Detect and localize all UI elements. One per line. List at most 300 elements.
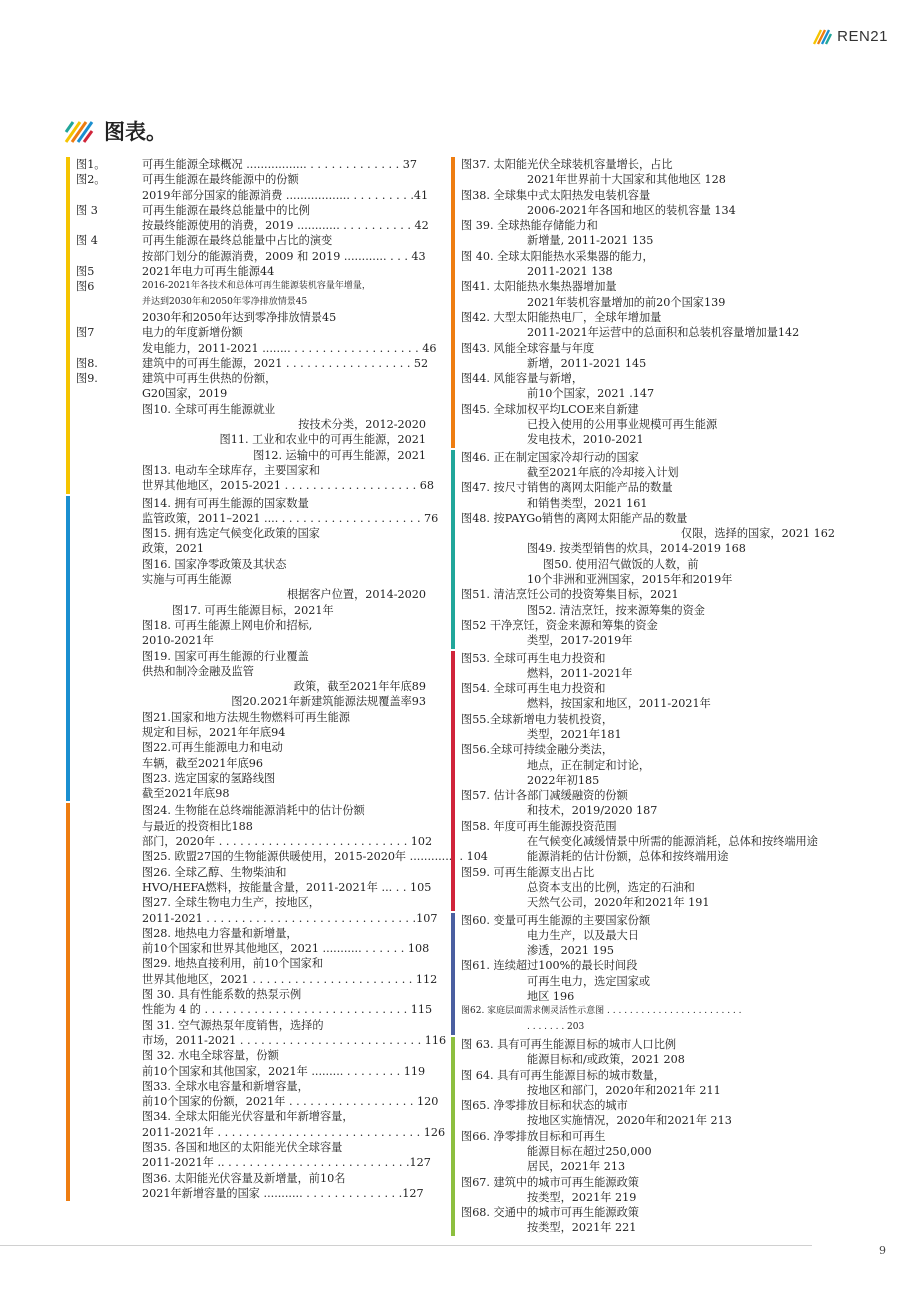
toc-entry-row bbox=[76, 371, 426, 386]
toc-entry-continuation: 实施与可再生能源 bbox=[142, 573, 232, 587]
toc-entry bbox=[461, 1068, 835, 1099]
toc-entry-title: 图60. 变量可再生能源的主要国家份额 bbox=[461, 913, 651, 927]
toc-entry-row bbox=[76, 203, 426, 218]
toc-entry-continuation: 部门，2020年 . . . . . . . . . . . . . . . . . . . . . . . . . . . 102 bbox=[142, 835, 433, 849]
toc-entry-row bbox=[461, 1205, 835, 1220]
toc-entry-continuation: 按部门划分的能源消费，2009 和 2019 ............ . . . 43 bbox=[142, 249, 426, 263]
footer-rule bbox=[0, 1245, 812, 1246]
toc-entry-continuation: 供热和制冷金融及监管 bbox=[142, 664, 254, 678]
toc-entry-title: 图28. 地热电力容量和新增量， bbox=[142, 926, 298, 940]
toc-entry-row bbox=[76, 895, 426, 910]
toc-entry-number bbox=[76, 1109, 142, 1124]
toc-entry-row bbox=[461, 218, 835, 233]
toc-entry-row bbox=[76, 526, 426, 541]
toc-entry bbox=[461, 913, 835, 959]
toc-entry-row bbox=[461, 402, 835, 417]
toc-entry-number bbox=[76, 956, 142, 971]
toc-entry-row bbox=[461, 618, 835, 633]
toc-entry-row bbox=[76, 557, 426, 572]
toc-entry-title: 图34. 全球太阳能光伏容量和年新增容量， bbox=[142, 1110, 354, 1124]
toc-entry bbox=[76, 233, 426, 264]
toc-entry-continuation: 车辆，截至2021年底96 bbox=[142, 756, 264, 770]
toc-entry-continuation: 按类型，2021年 219 bbox=[527, 1190, 637, 1204]
toc-entry-number bbox=[76, 463, 142, 478]
toc-entry bbox=[76, 1109, 446, 1140]
toc-entry-title: 图21.国家和地方法规生物燃料可再生能源 bbox=[142, 710, 350, 724]
toc-entry-continuation: 按地区实施情况，2020年和2021年 213 bbox=[527, 1114, 732, 1128]
toc-entry bbox=[461, 402, 835, 448]
toc-group bbox=[451, 1037, 835, 1236]
toc-entry-number bbox=[76, 402, 142, 417]
toc-entry-title: 图66. 净零排放目标和可再生 bbox=[461, 1129, 606, 1143]
toc-entry bbox=[461, 651, 835, 682]
toc-entry-continuation: 已投入使用的公用事业规模可再生能源 bbox=[527, 418, 718, 432]
toc-entry bbox=[461, 157, 835, 188]
toc-entry bbox=[461, 1098, 835, 1129]
toc-entry bbox=[76, 496, 439, 527]
toc-entry-continuation: 图18. 可再生能源上网电价和招标, bbox=[142, 618, 313, 632]
toc-entry bbox=[76, 172, 429, 203]
toc-entry-title: 图35. 各国和地区的太阳能光伏全球容量 bbox=[142, 1141, 343, 1154]
toc-entry-continuation: 2006-2021年各国和地区的装机容量 134 bbox=[527, 203, 736, 217]
toc-entry-continuation: 天然气公司，2020年和2021年 191 bbox=[527, 896, 710, 910]
toc-entry-number: 图7 bbox=[76, 326, 95, 340]
toc-entry-continuation: 能源消耗的估计份额，总体和按终端用途 bbox=[527, 850, 729, 864]
toc-entry-continuation: 并达到2030年和2050年零净排放情景45 bbox=[142, 296, 308, 307]
toc-entry-number: 图8. bbox=[76, 356, 98, 370]
toc-entry-continuation: 地点，正在制定和讨论， bbox=[527, 758, 651, 772]
toc-entry-continuation: 按类型，2021年 221 bbox=[527, 1221, 637, 1235]
toc-entry-number: 图5 bbox=[76, 265, 95, 279]
toc-entry bbox=[76, 926, 430, 957]
toc-entry-continuation: 地区 196 bbox=[527, 990, 575, 1004]
toc-entry-number bbox=[76, 557, 142, 572]
toc-entry-row bbox=[461, 371, 835, 386]
toc-entry bbox=[461, 618, 835, 649]
toc-entry bbox=[461, 341, 835, 372]
toc-entry-row bbox=[461, 1175, 835, 1190]
toc-group bbox=[451, 651, 835, 911]
toc-entry-row bbox=[461, 865, 835, 880]
toc-entry-continuation: 渗透，2021 195 bbox=[527, 944, 614, 958]
toc-entry bbox=[76, 371, 426, 402]
toc-entry bbox=[461, 819, 835, 865]
toc-entry-title: 图24. 生物能在总终端能源消耗中的估计份额 bbox=[142, 804, 365, 818]
toc-entry-number bbox=[76, 1140, 142, 1155]
toc-entry-number: 图6 bbox=[76, 280, 95, 294]
toc-entry-number bbox=[76, 849, 142, 864]
toc-entry bbox=[76, 325, 437, 356]
toc-entry bbox=[76, 895, 438, 926]
toc-entry-title: 图 31. 空气源热泵年度销售，选择的 bbox=[142, 1018, 324, 1032]
toc-entry bbox=[461, 788, 835, 819]
toc-entry-row bbox=[76, 264, 426, 279]
toc-entry-continuation: 2021年装机容量增加的前20个国家139 bbox=[527, 295, 726, 309]
toc-entry-title: 建筑中可再生供热的份额， bbox=[142, 372, 277, 386]
toc-entry-number bbox=[76, 649, 142, 664]
toc-entry-continuation: 2011-2021年 . . . . . . . . . . . . . . . . . . . . . . . . . . . . . 126 bbox=[142, 1125, 446, 1139]
toc-entry-row bbox=[461, 913, 835, 928]
toc-entry-row bbox=[461, 712, 835, 727]
toc-entry-row bbox=[76, 740, 426, 755]
toc-entry-row bbox=[76, 463, 426, 478]
toc-entry-title: 图56.全球可持续金融分类法， bbox=[461, 743, 614, 757]
toc-entry bbox=[461, 1037, 835, 1068]
toc-entry bbox=[76, 987, 433, 1018]
toc-entry-continuation: 发电技术，2010-2021 bbox=[527, 433, 644, 447]
toc-entry-title: 图55.全球新增电力装机投资， bbox=[461, 712, 614, 726]
toc-entry-title: 2021年电力可再生能源44 bbox=[142, 265, 275, 279]
toc-entry-continuation: 图49. 按类型销售的炊具，2014-2019 168 bbox=[527, 542, 746, 556]
toc-entry-title: 可再生能源在最终总能量中的比例 bbox=[142, 203, 310, 217]
toc-entry-number: 图1。 bbox=[76, 158, 106, 171]
toc-entry-title: 图13. 电动车全球库存，主要国家和 bbox=[142, 463, 320, 477]
toc-entry-continuation: 2030年和2050年达到零净排放情景45 bbox=[142, 310, 337, 324]
toc-entry-row bbox=[461, 1037, 835, 1052]
toc-entry-continuation: 2011-2021年 .. . . . . . . . . . . . . . . . . . . . . . . . . . .127 bbox=[142, 1156, 431, 1170]
toc-entry-continuation: 截至2021年底的冷却接入计划 bbox=[527, 465, 679, 479]
toc-entry-row bbox=[76, 710, 426, 725]
toc-entry-continuation: 新增量, 2011-2021 135 bbox=[527, 234, 654, 248]
toc-entry bbox=[461, 279, 835, 310]
toc-group bbox=[66, 803, 488, 1201]
toc-entry bbox=[76, 865, 432, 896]
toc-entry bbox=[461, 958, 835, 1004]
toc-entry-row bbox=[76, 356, 429, 371]
toc-entry-row bbox=[461, 742, 835, 757]
toc-entry-title: 图53. 全球可再生电力投资和 bbox=[461, 651, 606, 665]
toc-entry-title: 图67. 建筑中的城市可再生能源政策 bbox=[461, 1175, 639, 1189]
toc-entry-title: 图33. 全球水电容量和新增容量， bbox=[142, 1079, 309, 1093]
toc-entry-title: 图44. 风能容量与新增， bbox=[461, 372, 584, 386]
toc-entry-continuation: 世界其他地区，2015-2021 . . . . . . . . . . . . . . . . . . . 68 bbox=[142, 479, 434, 493]
toc-entry-continuation: 按地区和部门，2020年和2021年 211 bbox=[527, 1083, 721, 1097]
toc-entry-number bbox=[76, 1018, 142, 1033]
toc-entry bbox=[76, 740, 426, 771]
toc-entry-row bbox=[76, 771, 426, 786]
toc-entry-title: 图65. 净零排放目标和状态的城市 bbox=[461, 1099, 628, 1113]
toc-entry-continuation: 2019年部分国家的能源消费 .................. . . . . . . . . .41 bbox=[142, 188, 429, 202]
toc-entry-continuation: 2011-2021 . . . . . . . . . . . . . . . . . . . . . . . . . . . . . .107 bbox=[142, 911, 438, 925]
toc-entry-row bbox=[76, 956, 426, 971]
toc-entry bbox=[76, 402, 426, 463]
toc-entry-row bbox=[76, 325, 426, 340]
toc-entry bbox=[76, 279, 426, 325]
toc-entry-title: 2016-2021年各技术和总体可再生能源装机容量年增量， bbox=[142, 281, 371, 292]
toc-entry-title: 图58. 年度可再生能源投资范围 bbox=[461, 819, 617, 833]
toc-entry-continuation: 图50. 使用沼气做饭的人数，前 bbox=[543, 557, 699, 571]
toc-entry-number bbox=[76, 926, 142, 941]
toc-entry-continuation: 总资本支出的比例，选定的石油和 bbox=[527, 880, 695, 894]
toc-entry-title: 图43. 风能全球容量与年度 bbox=[461, 341, 595, 355]
toc-entry-number bbox=[76, 865, 142, 880]
toc-entry bbox=[461, 511, 835, 587]
toc-entry-number bbox=[76, 526, 142, 541]
toc-entry-title: 图 63. 具有可再生能源目标的城市人口比例 bbox=[461, 1037, 677, 1051]
toc-entry-number bbox=[76, 803, 142, 818]
toc-entry-continuation: 截至2021年底98 bbox=[142, 787, 230, 801]
toc-entry-title: 图10. 全球可再生能源就业 bbox=[142, 402, 276, 416]
toc-entry-row bbox=[461, 681, 835, 696]
toc-entry-continuation: 市场，2011-2021 . . . . . . . . . . . . . . . . . . . . . . . . . . 116 bbox=[142, 1033, 447, 1047]
toc-entry-number bbox=[76, 740, 142, 755]
toc-entry-title: 图38. 全球集中式太阳热发电装机容量 bbox=[461, 188, 651, 202]
toc-entry-continuation: 图52. 清洁烹饪，按来源筹集的资金 bbox=[527, 603, 705, 617]
toc-entry bbox=[76, 710, 426, 741]
toc-entry-number bbox=[76, 710, 142, 725]
toc-entry-continuation: 前10个国家和其他国家，2021年 ......... . . . . . . . . 119 bbox=[142, 1064, 426, 1078]
toc-entry bbox=[461, 1129, 835, 1175]
toc-entry-row bbox=[76, 649, 426, 664]
toc-entry-title: 图52 干净烹饪，资金来源和筹集的资金 bbox=[461, 618, 658, 632]
toc-entry bbox=[461, 450, 835, 481]
toc-entry-row bbox=[461, 587, 835, 602]
toc-entry-continuation: 世界其他地区，2021 . . . . . . . . . . . . . . . . . . . . . . . 112 bbox=[142, 972, 438, 986]
toc-entry-row bbox=[461, 310, 835, 325]
toc-entry-continuation: 类型，2021年181 bbox=[527, 727, 622, 741]
toc-group bbox=[451, 913, 835, 1035]
toc-entry-row bbox=[76, 1079, 426, 1094]
toc-entry-continuation: 燃料，按国家和地区，2011-2021年 bbox=[527, 697, 711, 711]
toc-entry-continuation: 2010-2021年 bbox=[142, 634, 214, 648]
toc-entry bbox=[461, 371, 835, 402]
toc-entry-continuation: 居民，2021年 213 bbox=[527, 1160, 626, 1174]
toc-entry-title: 图26. 全球乙醇、生物柴油和 bbox=[142, 865, 287, 879]
toc-entry-title: 图22.可再生能源电力和电动 bbox=[142, 741, 283, 755]
toc-entry-continuation: 2011-2021 138 bbox=[527, 265, 613, 279]
toc-entry bbox=[461, 188, 835, 219]
toc-entry-title: 图 30. 具有性能系数的热泵示例 bbox=[142, 988, 302, 1002]
toc-entry bbox=[461, 480, 835, 511]
toc-entry bbox=[461, 218, 835, 249]
toc-entry-row bbox=[461, 819, 835, 834]
toc-entry-row bbox=[76, 233, 426, 248]
toc-group bbox=[451, 157, 835, 448]
toc-entry bbox=[461, 1004, 835, 1035]
toc-entry bbox=[76, 356, 429, 371]
toc-entry-continuation: 仅限，选择的国家，2021 162 bbox=[680, 527, 835, 541]
toc-entry-row bbox=[76, 1109, 426, 1124]
toc-entry-title: 图48. 按PAYGo销售的离网太阳能产品的数量 bbox=[461, 511, 688, 525]
toc-entry-continuation: 和技术，2019/2020 187 bbox=[527, 804, 658, 818]
toc-entry-title: 图51. 清洁烹饪公司的投资筹集目标，2021 bbox=[461, 588, 679, 602]
toc-entry-number bbox=[76, 1171, 142, 1186]
toc-entry-title: 图16. 国家净零政策及其状态 bbox=[142, 557, 287, 571]
toc-entry-row bbox=[76, 402, 426, 417]
toc-entry-row bbox=[76, 1018, 426, 1033]
toc-entry-row bbox=[76, 987, 426, 1002]
toc-entry-title: 图27. 全球生物电力生产，按地区， bbox=[142, 896, 320, 910]
toc-entry bbox=[461, 681, 835, 712]
toc-entry bbox=[76, 649, 426, 710]
toc-entry-title: 图57. 估计各部门减缓融资的份额 bbox=[461, 789, 628, 803]
toc-entry-row bbox=[461, 511, 835, 526]
toc-entry-title: 可再生能源在最终能源中的份额 bbox=[142, 173, 299, 187]
page-title-text: 图表。 bbox=[104, 120, 167, 144]
toc-entry-row bbox=[461, 480, 835, 495]
toc-entry-continuation: 政策，截至2021年年底89 bbox=[293, 680, 426, 694]
toc-group bbox=[451, 450, 835, 649]
toc-entry-number bbox=[76, 496, 142, 511]
toc-entry-continuation: HVO/HEFA燃料，按能量含量，2011-2021年 ... . . 105 bbox=[142, 880, 432, 894]
toc-entry-continuation: 能源目标在超过250,000 bbox=[527, 1145, 652, 1158]
toc-entry-continuation: 在气候变化减缓情景中所需的能源消耗，总体和按终端用途 bbox=[527, 835, 818, 849]
toc-group bbox=[66, 157, 437, 494]
toc-entry-row bbox=[76, 865, 426, 880]
toc-entry-title: 图46. 正在制定国家冷却行动的国家 bbox=[461, 450, 639, 464]
toc-entry-number: 图 4 bbox=[76, 234, 98, 248]
toc-entry bbox=[76, 1079, 439, 1110]
toc-entry-row bbox=[461, 1068, 835, 1083]
toc-entry-continuation: 电力生产，以及最大日 bbox=[527, 928, 639, 942]
toc-entry-continuation: 根据客户位置，2014-2020 bbox=[286, 588, 426, 602]
toc-entry-title: 图54. 全球可再生电力投资和 bbox=[461, 682, 606, 696]
toc-entry bbox=[461, 587, 835, 618]
toc-entry-continuation: 2011-2021年运营中的总面积和总装机容量增加量142 bbox=[527, 326, 800, 340]
toc-entry-row bbox=[76, 803, 426, 818]
toc-entry bbox=[76, 849, 488, 864]
logo-text: REN21 bbox=[837, 28, 888, 45]
toc-entry-row bbox=[76, 172, 426, 187]
toc-entry-continuation: 性能为 4 的 . . . . . . . . . . . . . . . . . . . . . . . . . . . . . 115 bbox=[142, 1003, 433, 1017]
ren21-logo bbox=[813, 28, 888, 45]
toc-entry-row bbox=[461, 651, 835, 666]
toc-entry-row bbox=[461, 1004, 835, 1019]
toc-entry bbox=[76, 526, 426, 557]
toc-entry-title: 图 39. 全球热能存储能力和 bbox=[461, 219, 598, 233]
toc-entry-continuation: 10个非洲和亚洲国家，2015年和2019年 bbox=[527, 573, 733, 587]
toc-entry-continuation: 类型，2017-2019年 bbox=[527, 634, 633, 648]
toc-entry-continuation: 图11. 工业和农业中的可再生能源，2021 bbox=[219, 433, 426, 447]
ren21-stripes-icon bbox=[813, 29, 831, 45]
toc-entry-continuation: 2021年新增容量的国家 ........... . . . . . . . . . . . . . .127 bbox=[142, 1186, 424, 1200]
toc-entry-row bbox=[461, 279, 835, 294]
toc-entry-continuation: 与最近的投资相比188 bbox=[142, 819, 253, 833]
toc-entry-title: 图37. 太阳能光伏全球装机容量增长，占比 bbox=[461, 158, 673, 171]
toc-entry-continuation: 监管政策，2011–2021 .... . . . . . . . . . . . . . . . . . . . . 76 bbox=[142, 511, 439, 525]
toc-entry bbox=[76, 956, 438, 987]
toc-entry-continuation: G20国家，2019 bbox=[142, 387, 228, 401]
toc-entry-row bbox=[461, 249, 835, 264]
toc-entry-row bbox=[461, 188, 835, 203]
toc-entry-continuation: 前10个国家的份额，2021年 . . . . . . . . . . . . . . . . . . 120 bbox=[142, 1095, 439, 1109]
toc-entry bbox=[76, 557, 426, 603]
toc-entry-row bbox=[461, 341, 835, 356]
toc-entry-row bbox=[76, 279, 426, 294]
toc-entry-title: 可再生能源在最终总能量中占比的演变 bbox=[142, 234, 333, 248]
toc-entry-number bbox=[76, 771, 142, 786]
toc-entry-number bbox=[76, 1079, 142, 1094]
toc-entry bbox=[76, 771, 426, 802]
toc-entry bbox=[76, 463, 434, 494]
toc-entry-number: 图 3 bbox=[76, 203, 98, 217]
toc-entry bbox=[76, 603, 426, 649]
toc-entry-title: 图 64. 具有可再生能源目标的城市数量， bbox=[461, 1068, 665, 1082]
toc-entry-title: 图62. 家庭层面需求侧灵活性示意图 . . . . . . . . . . . . . . . . . . . . . . . . bbox=[461, 1006, 742, 1017]
toc-entry-continuation: 前10个国家和世界其他地区，2021 ........... . . . . . . 108 bbox=[142, 942, 430, 956]
toc-entry-continuation: 按最终能源使用的消费，2019 ............ . . . . . . . . . . 42 bbox=[142, 219, 429, 233]
toc-entry bbox=[461, 712, 835, 743]
toc-entry-title: 图47. 按尺寸销售的离网太阳能产品的数量 bbox=[461, 481, 673, 495]
toc-entry-title: 图 32. 水电全球容量，份额 bbox=[142, 1049, 279, 1063]
toc-entry-row bbox=[461, 958, 835, 973]
toc-entry bbox=[461, 249, 835, 280]
toc-entry-number bbox=[76, 895, 142, 910]
toc-entry-row bbox=[76, 1048, 426, 1063]
toc-entry-continuation: 2021年世界前十大国家和其他地区 128 bbox=[527, 173, 726, 187]
toc-entry-continuation: . . . . . . . 203 bbox=[527, 1021, 585, 1032]
toc-entry-title: 电力的年度新增份额 bbox=[142, 326, 243, 340]
toc-entry-row bbox=[461, 1098, 835, 1113]
toc-entry-row bbox=[76, 926, 426, 941]
toc-entry-continuation: 和销售类型，2021 161 bbox=[527, 496, 648, 510]
toc-entry-title: 图61. 连续超过100%的最长时间段 bbox=[461, 959, 638, 973]
toc-entry-row bbox=[76, 1171, 426, 1186]
toc-entry-continuation: 新增，2011-2021 145 bbox=[527, 356, 647, 370]
toc-entry bbox=[76, 264, 426, 279]
toc-entry-row bbox=[76, 496, 426, 511]
toc-entry-continuation: 2022年初185 bbox=[527, 773, 600, 787]
toc-entry-continuation: 政策，2021 bbox=[142, 542, 205, 556]
toc-entry-title: 图42. 大型太阳能热电厂，全球年增加量 bbox=[461, 310, 662, 324]
toc-entry-title: 图19. 国家可再生能源的行业覆盖 bbox=[142, 649, 309, 663]
toc-entry bbox=[76, 203, 429, 234]
toc-entry-title: 可再生能源全球概况 ................. . . . . . . . . . . . . . 37 bbox=[142, 158, 417, 171]
toc-entry bbox=[76, 1140, 431, 1171]
toc-entry-continuation: 发电能力，2011-2021 ........ . . . . . . . . . . . . . . . . . . 46 bbox=[142, 341, 437, 355]
toc-entry-continuation: 前10个国家，2021 .147 bbox=[527, 387, 655, 401]
toc-entry-title: 图45. 全球加权平均LCOE来自新建 bbox=[461, 402, 639, 416]
toc-entry-continuation: 图17. 可再生能源目标，2021年 bbox=[172, 603, 334, 617]
toc-entry-continuation: 图12. 运输中的可再生能源，2021 bbox=[253, 448, 426, 462]
toc-entry-title: 图29. 地热直接利用，前10个国家和 bbox=[142, 957, 324, 971]
toc-left-column bbox=[66, 157, 488, 1203]
toc-entry-title: 建筑中的可再生能源，2021 . . . . . . . . . . . . . . . . . . 52 bbox=[142, 356, 429, 370]
toc-group bbox=[66, 496, 439, 802]
toc-entry-row bbox=[461, 788, 835, 803]
toc-entry-title: 图36. 太阳能光伏容量及新增量，前10名 bbox=[142, 1171, 346, 1185]
toc-entry-number bbox=[76, 1048, 142, 1063]
toc-entry-continuation: 燃料，2011-2021年 bbox=[527, 666, 633, 680]
toc-entry-row bbox=[76, 157, 426, 172]
toc-entry-title: 图25. 欧盟27国的生物能源供暖使用，2015-2020年 ............. . 104 bbox=[142, 850, 488, 864]
toc-entry-title: 图59. 可再生能源支出占比 bbox=[461, 865, 595, 879]
toc-entry bbox=[461, 310, 835, 341]
toc-entry-continuation: 可再生电力，选定国家或 bbox=[527, 974, 651, 988]
toc-entry-continuation: 图20.2021年新建筑能源法规覆盖率93 bbox=[231, 695, 426, 709]
toc-entry-title: 图15. 拥有选定气候变化政策的国家 bbox=[142, 527, 320, 541]
toc-entry bbox=[76, 1018, 447, 1049]
toc-entry-number bbox=[76, 987, 142, 1002]
toc-entry-continuation: 能源目标和/或政策，2021 208 bbox=[527, 1053, 685, 1067]
toc-entry bbox=[76, 1171, 426, 1202]
title-stripes-icon bbox=[64, 118, 94, 144]
toc-entry bbox=[461, 742, 835, 788]
page-number: 9 bbox=[879, 1244, 886, 1257]
toc-entry-title: 图 40. 全球太阳能热水采集器的能力， bbox=[461, 249, 654, 263]
toc-entry bbox=[461, 1205, 835, 1236]
toc-entry-continuation: 按技术分类，2012-2020 bbox=[298, 418, 426, 432]
toc-entry bbox=[461, 865, 835, 911]
toc-entry-title: 图41. 太阳能热水集热器增加量 bbox=[461, 280, 617, 294]
toc-entry-continuation: 规定和目标，2021年年底94 bbox=[142, 725, 286, 739]
toc-entry-title: 图14. 拥有可再生能源的国家数量 bbox=[142, 496, 309, 510]
toc-entry-row bbox=[461, 450, 835, 465]
toc-entry-row bbox=[461, 157, 835, 172]
toc-entry-number: 图9. bbox=[76, 372, 98, 386]
toc-entry bbox=[76, 157, 426, 172]
toc-entry bbox=[76, 803, 433, 849]
